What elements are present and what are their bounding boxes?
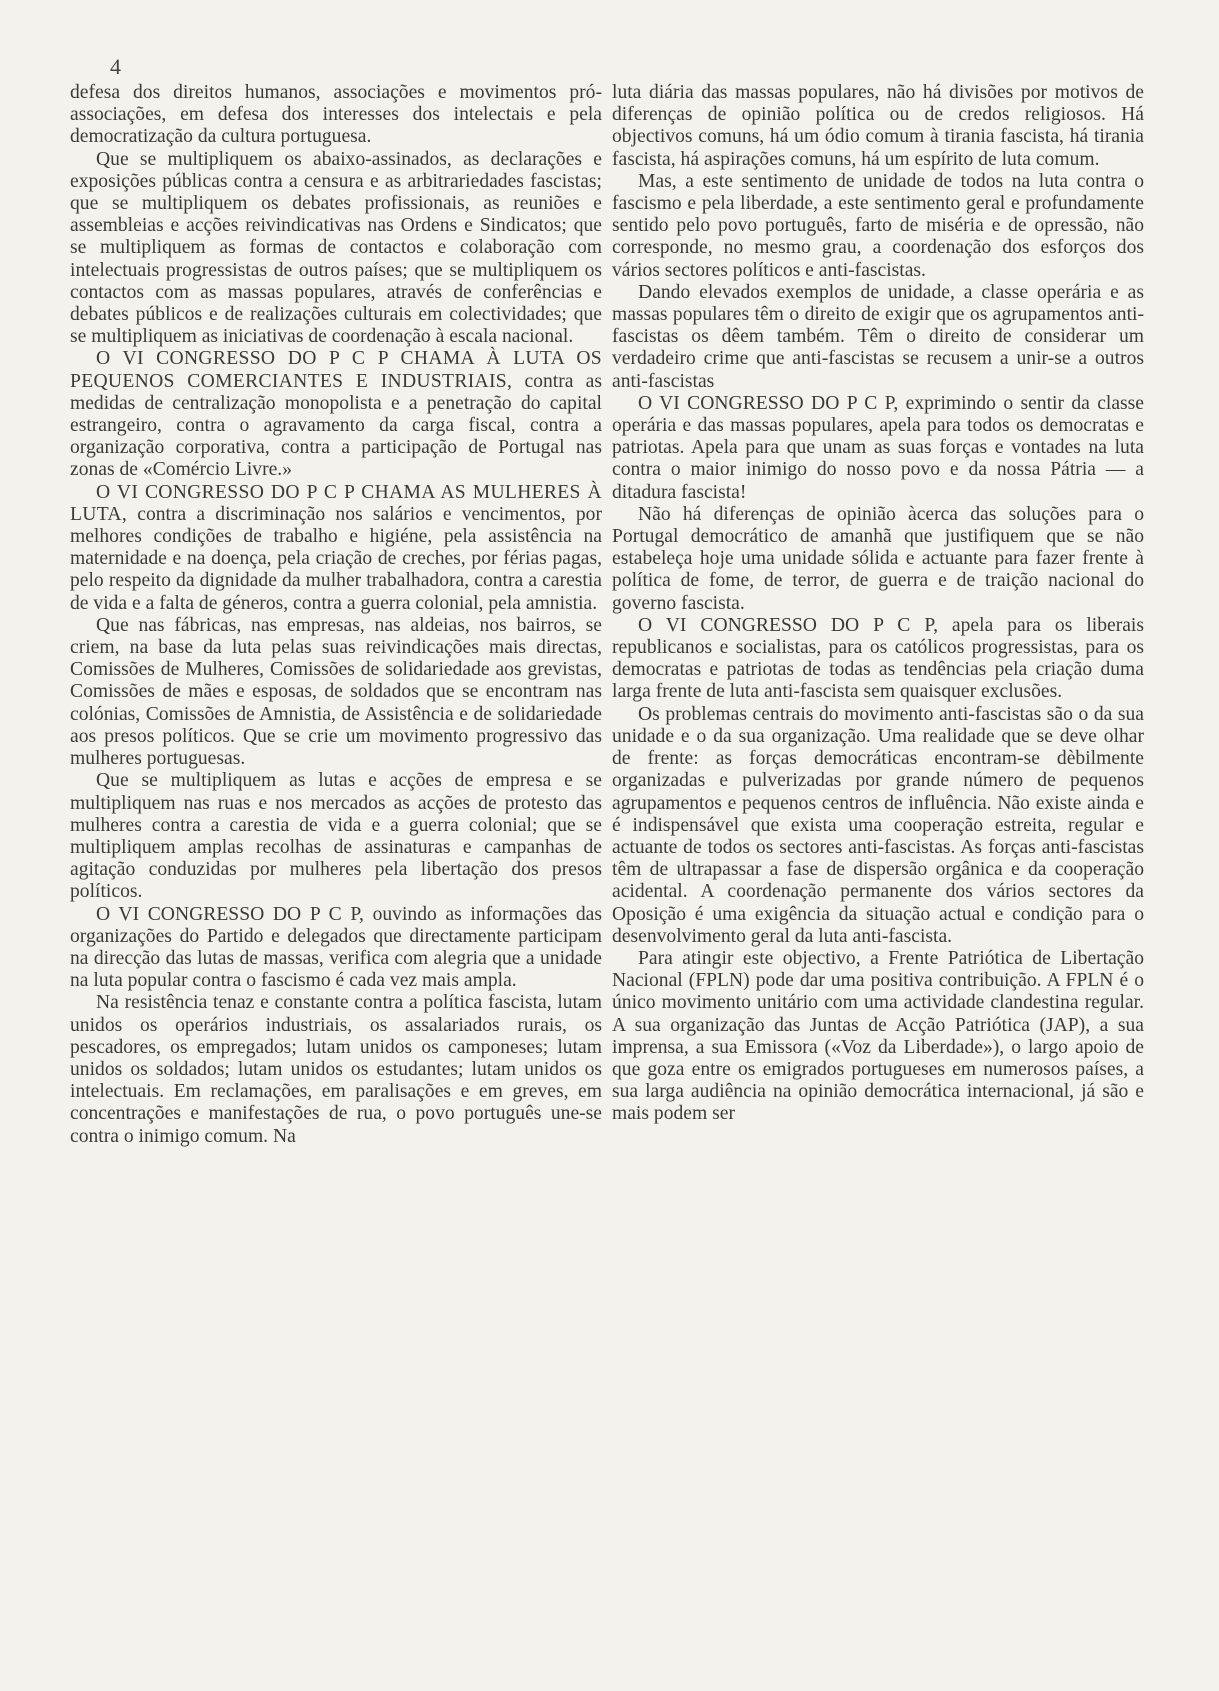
right-column	[612, 82, 1144, 1126]
paragraph: Na resistência tenaz e constante contra a política fascista, lutam unidos os operários industriais, os assalariados rurais, os pescadores, os empregados; lutam unidos os camponeses; lutam unidos os soldados; lutam unidos os estudantes; lutam unidos os intelectuais. Em reclamações, em paralisações e em greves, em concentrações e manifestações de rua, o povo português une-se contra o inimigo comum. Na	[70, 992, 602, 1147]
paragraph: Dando elevados exemplos de unidade, a classe operária e as massas populares têm o direito de exigir que os agrupamentos anti-fascistas os dêem também. Têm o direito de considerar um verdadeiro crime que anti-fascistas se recusem a unir-se a outros anti-fascistas	[612, 281, 1144, 392]
page-number: 4	[110, 54, 121, 79]
paragraph-lead: O VI CONGRESSO DO P C P CHAMA À LUTA OS PEQUENOS COMERCIANTES E INDUSTRIAIS,	[70, 348, 602, 392]
paragraph: Que se multipliquem as lutas e acções de empresa e se multipliquem nas ruas e nos mercados as acções de protesto das mulheres contra a carestia de vida e a guerra colonial; que se multipliquem amplas recolhas de assinaturas e campanhas de agitação conduzidas por mulheres pela libertação dos presos políticos.	[70, 770, 602, 903]
left-column	[70, 82, 602, 1148]
paragraph: O VI CONGRESSO DO P C P, exprimindo o sentir da classe operária e das massas populares, apela para todos os democratas e patriotas. Apela para que unam as suas forças e vontades na luta contra o maior inimigo do nosso povo e da nossa Pátria — a ditadura fascista!	[612, 392, 1144, 503]
paragraph: Não há diferenças de opinião àcerca das soluções para o Portugal democrático de amanhã que justifiquem que se não estabeleça hoje uma unidade sólida e actuante para fazer frente à política de fome, de terror, de guerra e de traição nacional do governo fascista.	[612, 503, 1144, 614]
paragraph-text: contra a discriminação nos salários e vencimentos, por melhores condições de trabalho e higiéne, pela assistência na maternidade e na doença, pela criação de creches, por férias pagas, pelo respeito da dignidade da mulher trabalhadora, contra a carestia de vida e a falta de géneros, contra a guerra colonial, pela amnistia.	[70, 503, 602, 614]
paragraph-lead: O VI CONGRESSO DO P C P CHAMA AS MULHERES À LUTA,	[70, 481, 602, 525]
paragraph: O VI CONGRESSO DO P C P, apela para os liberais republicanos e socialistas, para os católicos progressistas, para os democratas e patriotas de todas as tendências pela criação duma larga frente de luta anti-fascista sem quaisquer exclusões.	[612, 614, 1144, 703]
paragraph-text: contra as medidas de centralização monopolista e a penetração do capital estrangeiro, contra o agravamento da carga fiscal, contra a organização corporativa, contra a participação de Portugal nas zonas de «Comércio Livre.»	[70, 370, 603, 481]
paragraph	[70, 482, 602, 615]
paragraph	[70, 348, 602, 481]
paragraph: O VI CONGRESSO DO P C P, ouvindo as informações das organizações do Partido e delegados que directamente participam na direcção das lutas de massas, verifica com alegria que a unidade na luta popular contra o fascismo é cada vez mais ampla.	[70, 903, 602, 992]
paragraph: Para atingir este objectivo, a Frente Patriótica de Libertação Nacional (FPLN) pode dar uma positiva contribuição. A FPLN é o único movimento unitário com uma actividade clandestina regular. A sua organização das Juntas de Acção Patriótica (JAP), a sua imprensa, a sua Emissora («Voz da Liberdade»), o largo apoio de que goza entre os emigrados portugueses em numerosos países, a sua larga audiência na opinião democrática internacional, já são e mais podem ser	[612, 947, 1144, 1125]
paragraph: Que se multipliquem os abaixo-assinados, as declarações e exposições públicas contra a censura e as arbitrariedades fascistas; que se multipliquem os debates profissionais, as reuniões e assembleias e acções reivindicativas nas Ordens e Sindicatos; que se multipliquem as formas de contactos e colaboração com intelectuais progressistas de outros países; que se multipliquem os contactos com as massas populares, através de conferências e debates públicos e de realizações culturais em colectividades; que se multipliquem as iniciativas de coordenação à escala nacional.	[70, 148, 602, 348]
paragraph: defesa dos direitos humanos, associações e movimentos pró-associações, em defesa dos interesses dos intelectais e pela democratização da cultura portuguesa.	[70, 82, 602, 148]
paragraph: Que nas fábricas, nas empresas, nas aldeias, nos bairros, se criem, na base da luta pelas suas reivindicações mais directas, Comissões de Mulheres, Comissões de solidariedade aos grevistas, Comissões de mães e esposas, de soldados que se encontram nas colónias, Comissões de Amnistia, de Assistência e de solidariedade aos presos políticos. Que se crie um movimento progressivo das mulheres portuguesas.	[70, 614, 602, 770]
paragraph: Os problemas centrais do movimento anti-fascistas são o da sua unidade e o da sua organização. Uma realidade que se deve olhar de frente: as forças democráticas encontram-se dèbilmente organizadas e pulverizadas por grande número de pequenos agrupamentos e pequenos centros de influência. Não existe ainda e é indispensável que exista uma cooperação estreita, regular e actuante de todos os sectores anti-fascistas. As forças anti-fascistas têm de ultrapassar a fase de dispersão orgânica e da cooperação acidental. A coordenação permanente dos vários sectores da Oposição é uma exigência da situação actual e condição para o desenvolvimento geral da luta anti-fascista.	[612, 703, 1144, 947]
paragraph: luta diária das massas populares, não há divisões por motivos de diferenças de opinião política ou de credos religiosos. Há objectivos comuns, há um ódio comum à tirania fascista, há tirania fascista, há aspirações comuns, há um espírito de luta comum.	[612, 82, 1144, 170]
paragraph: Mas, a este sentimento de unidade de todos na luta contra o fascismo e pela liberdade, a este sentimento geral e profundamente sentido pelo povo português, farto de miséria e de opressão, não corresponde, no mesmo grau, a coordenação dos esforços dos vários sectores políticos e anti-fascistas.	[612, 170, 1144, 281]
